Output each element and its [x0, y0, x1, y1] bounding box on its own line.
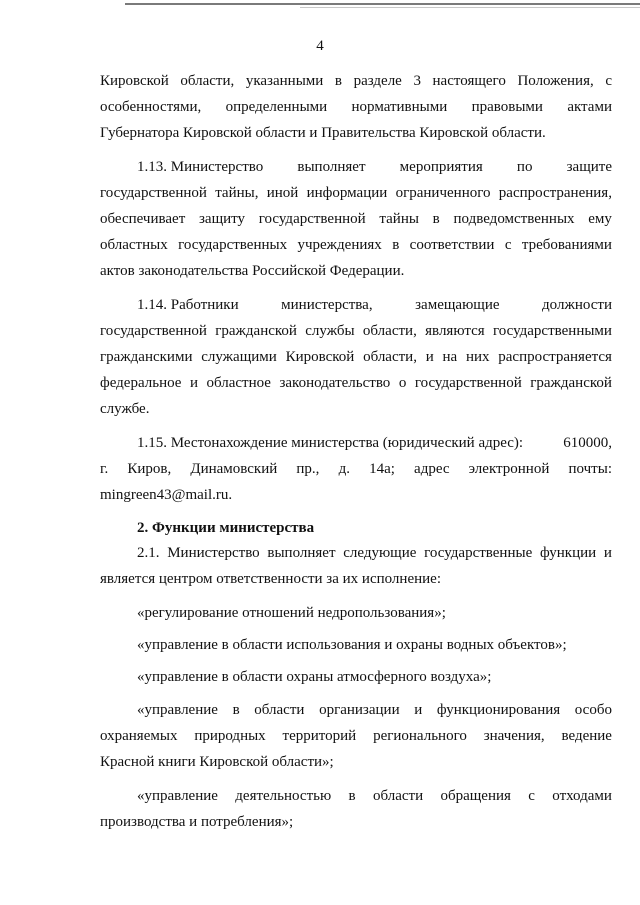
word: функции — [539, 545, 597, 561]
word: 1.13. Министерство — [137, 159, 264, 175]
word: электронной — [468, 461, 550, 477]
word: по — [516, 159, 533, 175]
word: государственной — [414, 375, 522, 391]
function-item — [137, 701, 612, 719]
scan-border-line — [125, 3, 640, 5]
word: министерства, — [281, 297, 373, 313]
text-line — [100, 184, 612, 202]
text-line — [100, 72, 612, 90]
word: законодательство — [279, 375, 391, 391]
word: в — [432, 211, 440, 227]
text-line — [100, 727, 612, 745]
word: 2.1. — [137, 545, 160, 561]
word: государственной — [258, 211, 366, 227]
text-line — [100, 322, 612, 340]
text-line — [100, 210, 612, 228]
word: государственных — [178, 237, 288, 253]
word: ограниченного — [395, 185, 491, 201]
word: учреждениях — [297, 237, 382, 253]
word: области — [254, 702, 305, 718]
word: защите — [566, 159, 612, 175]
word: правовыми — [471, 99, 543, 115]
word: настоящего — [432, 73, 506, 89]
word: с — [605, 73, 612, 89]
function-item: «регулирование отношений недропользования»; — [137, 605, 446, 621]
word: Положения, — [517, 73, 594, 89]
word: служащими — [201, 349, 277, 365]
text-line: Губернатора Кировской области и Правительства Кировской области. — [100, 125, 546, 141]
text-line: службе. — [100, 401, 150, 417]
word: иной — [266, 185, 299, 201]
word: в — [334, 73, 342, 89]
word: ему — [588, 211, 612, 227]
paragraph-1-13-line — [137, 158, 612, 176]
word: службы — [305, 323, 355, 339]
word: актами — [567, 99, 612, 115]
word: г. — [100, 461, 109, 477]
word: области — [372, 788, 424, 804]
word: Киров, — [127, 461, 172, 477]
function-item: «управление в области охраны атмосферного воздуха»; — [137, 669, 492, 685]
text-line — [100, 374, 612, 392]
text-line — [100, 236, 612, 254]
word: 1.14. Работники — [137, 297, 239, 313]
word: гражданской — [215, 323, 297, 339]
word: замещающие — [415, 297, 500, 313]
word: Кировской — [285, 349, 355, 365]
word: 3 — [413, 73, 421, 89]
word: нормативными — [351, 99, 448, 115]
section-heading: 2. Функции министерства — [137, 520, 315, 536]
word: природных — [194, 728, 266, 744]
word: выполняет — [297, 159, 366, 175]
word: на — [442, 349, 458, 365]
word: областное — [206, 375, 271, 391]
word: обращения — [440, 788, 511, 804]
word: охраняемых — [100, 728, 178, 744]
word: мероприятия — [399, 159, 483, 175]
word: 14а; — [369, 461, 395, 477]
word: обеспечивает — [100, 211, 186, 227]
word: отходами — [552, 788, 612, 804]
text-line: производства и потребления»; — [100, 814, 294, 830]
word: адрес — [414, 461, 450, 477]
email-address: mingreen43@mail.ru. — [100, 487, 233, 503]
text-line: Красной книги Кировской области»; — [100, 754, 334, 770]
word: 610000, — [563, 435, 612, 451]
word: Динамовский — [190, 461, 278, 477]
scan-border-line-secondary — [300, 7, 640, 8]
word: ведение — [561, 728, 612, 744]
word: государственные — [424, 545, 533, 561]
text-line — [100, 460, 612, 478]
word: с — [504, 237, 512, 253]
word: в — [232, 702, 240, 718]
word: Кировской — [100, 73, 169, 89]
word: федеральное — [100, 375, 182, 391]
word: следующие — [343, 545, 417, 561]
word: регионального — [373, 728, 467, 744]
word: с — [528, 788, 535, 804]
word: «управление — [137, 702, 218, 718]
word: и — [425, 349, 434, 365]
word: государственными — [492, 323, 612, 339]
word: и — [189, 375, 198, 391]
function-item — [137, 787, 612, 805]
word: распространяется — [498, 349, 612, 365]
word: соответствии — [409, 237, 495, 253]
word: и — [603, 545, 612, 561]
word: о — [398, 375, 407, 391]
word: областных — [100, 237, 168, 253]
paragraph-1-15-line — [137, 434, 612, 452]
word: области, — [363, 349, 417, 365]
word: защиту — [199, 211, 246, 227]
word: выполняет — [267, 545, 336, 561]
word: указанными — [245, 73, 324, 89]
word: гражданской — [530, 375, 612, 391]
word: области, — [180, 73, 235, 89]
word: тайны — [379, 211, 419, 227]
function-item: «управление в области использования и охраны водных объектов»; — [137, 637, 567, 653]
word: области, — [362, 323, 417, 339]
word: них — [465, 349, 490, 365]
word: государственной — [100, 185, 207, 201]
word: почты: — [568, 461, 612, 477]
text-line: актов законодательства Российской Федерации. — [100, 263, 405, 279]
word: Министерство — [167, 545, 260, 561]
word: значения, — [483, 728, 545, 744]
word: требованиями — [521, 237, 612, 253]
text-line — [100, 348, 612, 366]
word: деятельностью — [235, 788, 332, 804]
page-number: 4 — [316, 38, 324, 54]
word: функционирования — [436, 702, 561, 718]
word: должности — [542, 297, 612, 313]
word: являются — [425, 323, 485, 339]
text-line — [100, 98, 612, 116]
word: территорий — [282, 728, 357, 744]
word: подведомственных — [453, 211, 575, 227]
word: тайны, — [215, 185, 259, 201]
word: особенностями, — [100, 99, 202, 115]
paragraph-1-14-line — [137, 296, 612, 314]
word: разделе — [353, 73, 402, 89]
paragraph-2-1-line — [137, 544, 612, 562]
word: информации — [306, 185, 388, 201]
word: д. — [338, 461, 350, 477]
word: организации — [319, 702, 400, 718]
word: распространения, — [498, 185, 612, 201]
word: 1.15. Местонахождение министерства (юридический адрес): — [137, 435, 524, 451]
word: «управление — [137, 788, 218, 804]
word: определенными — [225, 99, 328, 115]
word: в — [392, 237, 400, 253]
text-line: является центром ответственности за их исполнение: — [100, 571, 441, 587]
word: государственной — [100, 323, 207, 339]
word: особо — [574, 702, 612, 718]
word: гражданскими — [100, 349, 193, 365]
word: и — [414, 702, 423, 718]
word: в — [348, 788, 356, 804]
word: пр., — [296, 461, 320, 477]
